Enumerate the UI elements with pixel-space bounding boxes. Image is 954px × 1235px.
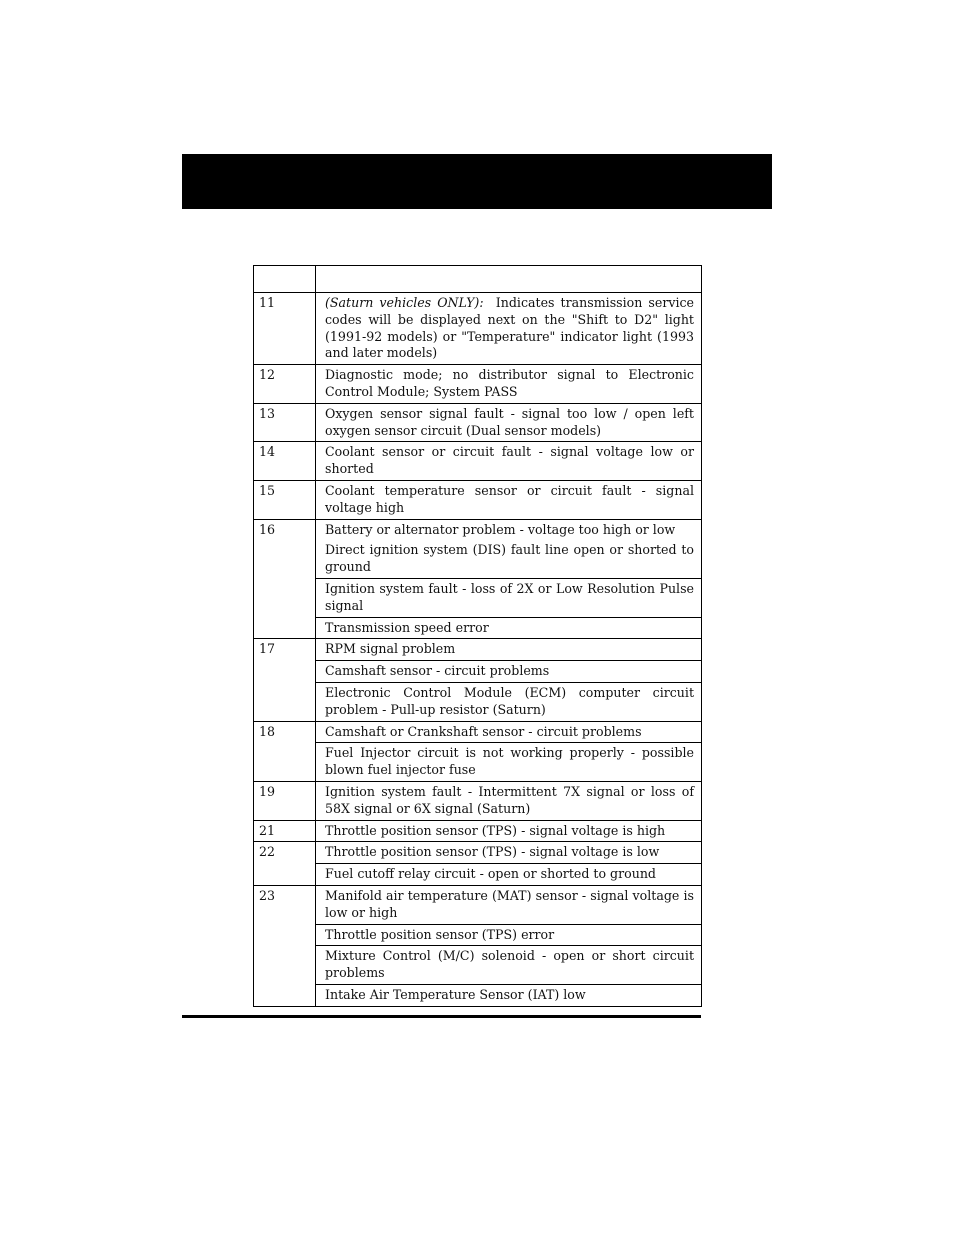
description-cell: Electronic Control Module (ECM) computer circuit problem - Pull-up resistor (Saturn) — [316, 682, 702, 721]
description-cell: Battery or alternator problem - voltage too high or low — [316, 519, 702, 540]
header-code-cell — [254, 266, 316, 293]
code-cell: 21 — [254, 820, 316, 842]
table-row — [254, 661, 702, 683]
table-row — [254, 442, 702, 481]
table-row — [254, 946, 702, 985]
table-row — [254, 924, 702, 946]
description-cell: Throttle position sensor (TPS) - signal voltage is low — [316, 842, 702, 864]
description-cell: Mixture Control (M/C) solenoid - open or short circuit problems — [316, 946, 702, 985]
table-row — [254, 365, 702, 404]
code-cell: 18 — [254, 721, 316, 781]
description-cell: Coolant sensor or circuit fault - signal voltage low or shorted — [316, 442, 702, 481]
section-header-bar — [182, 154, 772, 209]
description-cell: Ignition system fault - Intermittent 7X signal or loss of 58X signal or 6X signal (Saturn) — [316, 781, 702, 820]
table-row — [254, 864, 702, 886]
table-row — [254, 578, 702, 617]
table-row — [254, 293, 702, 365]
table-row — [254, 617, 702, 639]
code-cell: 17 — [254, 639, 316, 721]
description-cell: Transmission speed error — [316, 617, 702, 639]
code-cell: 22 — [254, 842, 316, 886]
code-cell: 23 — [254, 885, 316, 1006]
table-row — [254, 682, 702, 721]
description-cell: Manifold air temperature (MAT) sensor - signal voltage is low or high — [316, 885, 702, 924]
description-cell: RPM signal problem — [316, 639, 702, 661]
table-row — [254, 403, 702, 442]
code-cell: 14 — [254, 442, 316, 481]
bottom-rule — [182, 1015, 701, 1018]
header-description-cell — [316, 266, 702, 293]
saturn-note: (Saturn vehicles ONLY): — [325, 295, 484, 310]
table-row — [254, 984, 702, 1006]
table-row — [254, 639, 702, 661]
code-cell: 19 — [254, 781, 316, 820]
table-header-row — [254, 266, 702, 293]
description-text: Indicates transmission service codes will be displayed next on the "Shift to D2" light (1991-92 models) or "Temperature" indicator light (1993 and later models) — [325, 295, 695, 361]
description-cell — [316, 293, 702, 365]
table-row — [254, 480, 702, 519]
table-row — [254, 540, 702, 578]
table-row — [254, 519, 702, 540]
code-cell: 13 — [254, 403, 316, 442]
description-cell: Camshaft sensor - circuit problems — [316, 661, 702, 683]
description-cell: Throttle position sensor (TPS) error — [316, 924, 702, 946]
description-cell: Oxygen sensor signal fault - signal too low / open left oxygen sensor circuit (Dual sensor models) — [316, 403, 702, 442]
trouble-codes-table — [253, 265, 702, 1007]
table-row — [254, 885, 702, 924]
code-cell: 15 — [254, 480, 316, 519]
table-row — [254, 743, 702, 782]
code-cell: 11 — [254, 293, 316, 365]
table-row — [254, 820, 702, 842]
description-cell: Ignition system fault - loss of 2X or Low Resolution Pulse signal — [316, 578, 702, 617]
description-cell: Camshaft or Crankshaft sensor - circuit problems — [316, 721, 702, 743]
description-cell: Diagnostic mode; no distributor signal to Electronic Control Module; System PASS — [316, 365, 702, 404]
table-row — [254, 721, 702, 743]
description-cell: Direct ignition system (DIS) fault line open or shorted to ground — [316, 540, 702, 578]
description-cell: Intake Air Temperature Sensor (IAT) low — [316, 984, 702, 1006]
table-row — [254, 842, 702, 864]
description-cell: Fuel Injector circuit is not working properly - possible blown fuel injector fuse — [316, 743, 702, 782]
description-cell: Fuel cutoff relay circuit - open or shorted to ground — [316, 864, 702, 886]
table-row — [254, 781, 702, 820]
code-cell: 16 — [254, 519, 316, 639]
description-cell: Coolant temperature sensor or circuit fault - signal voltage high — [316, 480, 702, 519]
code-cell: 12 — [254, 365, 316, 404]
description-cell: Throttle position sensor (TPS) - signal voltage is high — [316, 820, 702, 842]
